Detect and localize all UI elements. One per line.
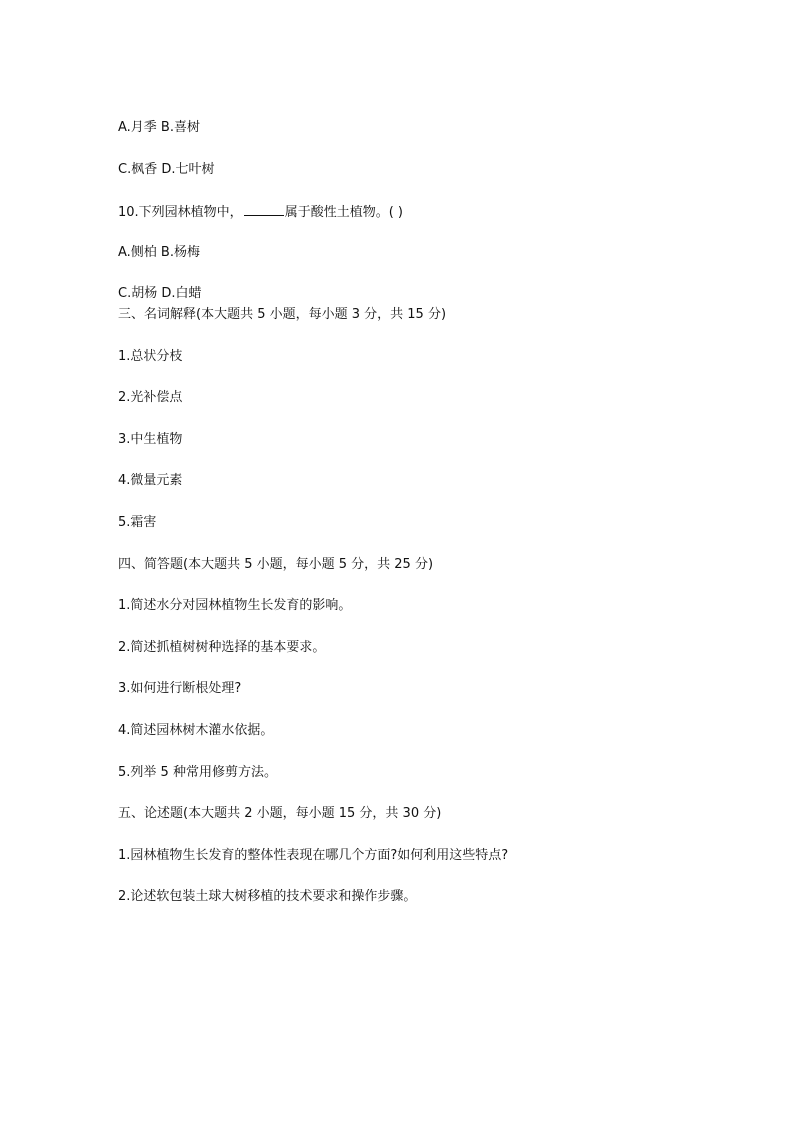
- section-3-item-4: 4.微量元素: [118, 473, 183, 488]
- q10-suffix: 属于酸性土植物。( ): [284, 205, 403, 220]
- section-3-item-1: 1.总状分枝: [118, 349, 183, 364]
- section-4-item-4: 4.简述园林树木灌水依据。: [118, 723, 274, 738]
- section-3-item-2: 2.光补偿点: [118, 390, 183, 405]
- section-4-item-1: 1.简述水分对园林植物生长发育的影响。: [118, 598, 352, 613]
- section-5-heading: 五、论述题(本大题共 2 小题，每小题 15 分，共 30 分): [118, 806, 442, 821]
- section-4-heading: 四、简答题(本大题共 5 小题，每小题 5 分，共 25 分): [118, 557, 434, 572]
- section-3-item-5: 5.霜害: [118, 515, 157, 530]
- section-4-item-2: 2.简述抓植树树种选择的基本要求。: [118, 640, 326, 655]
- q10-options-line-1: A.侧柏 B.杨梅: [118, 245, 200, 260]
- section-5-item-2: 2.论述软包装土球大树移植的技术要求和操作步骤。: [118, 889, 417, 904]
- q9-options-line-1: A.月季 B.喜树: [118, 120, 200, 135]
- section-4-item-3: 3.如何进行断根处理?: [118, 681, 242, 696]
- section-5-item-1: 1.园林植物生长发育的整体性表现在哪几个方面?如何利用这些特点?: [118, 848, 509, 863]
- section-4-item-5: 5.列举 5 种常用修剪方法。: [118, 765, 277, 780]
- q9-options-line-2: C.枫香 D.七叶树: [118, 162, 215, 177]
- q10-stem: [118, 203, 403, 221]
- answer-blank: [244, 203, 284, 216]
- q10-prefix: 10.下列园林植物中，: [118, 205, 243, 220]
- q10-options-line-2: C.胡杨 D.白蜡: [118, 286, 202, 301]
- section-3-heading: 三、名词解释(本大题共 5 小题，每小题 3 分，共 15 分): [118, 307, 447, 322]
- section-3-item-3: 3.中生植物: [118, 432, 183, 447]
